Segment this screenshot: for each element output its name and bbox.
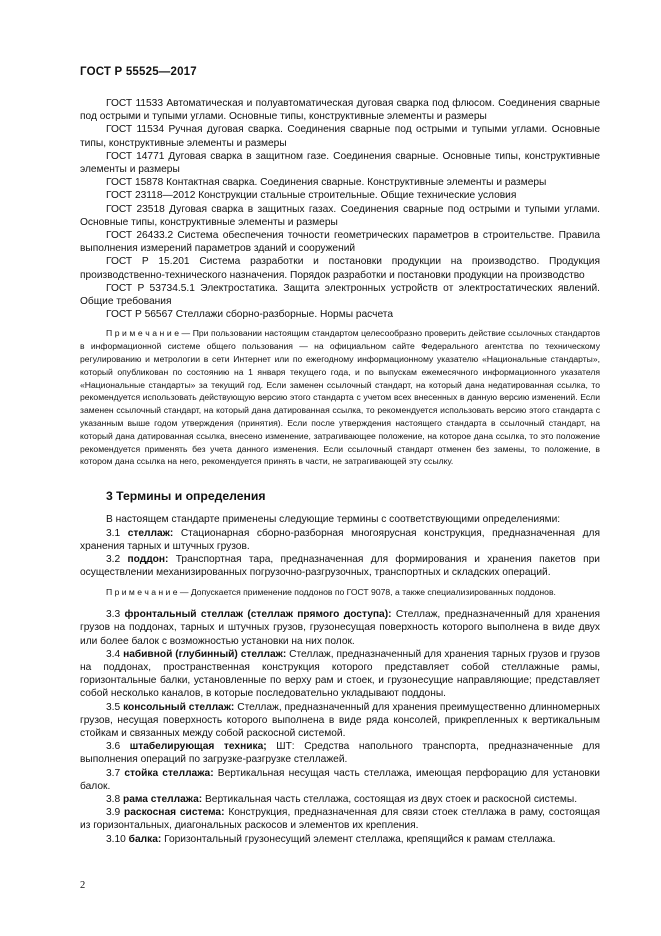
term-text: Конструкция, предназначенная для связи стоек стеллажа в раму, состоящая из горизонтальных, диагональных раскосов и элементов их крепления.	[80, 807, 600, 832]
term-number: 3.1	[106, 527, 121, 539]
term-text: Горизонтальный грузонесущий элемент стеллажа, крепящийся к рамам стеллажа.	[164, 833, 556, 845]
term-definition	[80, 701, 600, 741]
term-definition	[80, 608, 600, 648]
term-number: 3.2	[106, 554, 121, 566]
term-number: 3.8	[106, 794, 121, 806]
term-text: Стационарная сборно-разборная многоярусная конструкция, предназначенная для хранения тарных и штучных грузов.	[80, 527, 600, 552]
term-definition	[80, 648, 600, 701]
term-definition	[80, 767, 600, 793]
term-number: 3.10	[106, 833, 126, 845]
term-name: раскосная система:	[124, 807, 225, 819]
term-name: балка:	[128, 833, 162, 845]
note-label: П р и м е ч а н и е —	[106, 587, 189, 598]
term-definition	[80, 740, 600, 766]
note-pallets	[80, 586, 600, 599]
term-name: рама стеллажа:	[123, 794, 203, 806]
note-references	[80, 327, 600, 468]
term-name: стойка стеллажа:	[124, 767, 214, 779]
term-text: Стеллаж, предназначенный для хранения грузов на поддонах, тарных и штучных грузов, грузонесущая поверхность которого выполнена в виде двух или более балок с возможностью установки на них полок.	[80, 609, 600, 647]
term-definition	[80, 527, 600, 553]
term-definition	[80, 793, 600, 806]
note-label: П р и м е ч а н и е —	[106, 328, 191, 339]
ref-item: ГОСТ 23518 Дуговая сварка в защитных газах. Соединения сварные под острыми и тупыми углами. Основные типы, конструктивные элементы и размеры	[80, 203, 600, 228]
section-intro: В настоящем стандарте применены следующие термины с соответствующими определениями:	[106, 514, 561, 526]
section-title: 3 Термины и определения	[106, 489, 266, 504]
term-definition	[80, 806, 600, 832]
ref-item: ГОСТ 11534 Ручная дуговая сварка. Соединения сварные под острыми и тупыми углами. Основные типы, конструктивные элементы и размеры	[80, 124, 600, 149]
ref-item: ГОСТ 26433.2 Система обеспечения точности геометрических параметров в строительстве. Правила выполнения измерений параметров зданий и сооружений	[80, 230, 600, 255]
ref-item: ГОСТ 23118—2012 Конструкции стальные строительные. Общие технические условия	[106, 190, 517, 202]
term-text: Вертикальная несущая часть стеллажа, имеющая перфорацию для установки балок.	[80, 767, 600, 792]
term-text: Вертикальная часть стеллажа, состоящая из двух стоек и раскосной системы.	[204, 794, 578, 806]
term-definition	[80, 553, 600, 579]
term-text: Транспортная тара, предназначенная для формирования и хранения пакетов при осуществлении механизированных погрузочно-разгрузочных, транспортных и складских операций.	[80, 554, 600, 579]
term-name: консольный стеллаж:	[123, 701, 235, 713]
ref-item: ГОСТ 14771 Дуговая сварка в защитном газе. Соединения сварные. Основные типы, конструктивные элементы и размеры	[80, 150, 600, 176]
page-header-doc-id: ГОСТ Р 55525—2017	[80, 66, 197, 78]
term-number: 3.4	[106, 648, 121, 660]
term-name: стеллаж:	[127, 527, 174, 539]
term-definition	[80, 833, 600, 846]
ref-item: ГОСТ Р 56567 Стеллажи сборно-разборные. Нормы расчета	[106, 309, 394, 321]
term-text: Стеллаж, предназначенный для хранения преимущественно длинномерных грузов, несущая поверхность которого выполнена в виде ряда консолей, прикрепленных к вертикальным стойкам и связанных между собой раскосной системой.	[80, 701, 600, 740]
term-name: поддон:	[127, 554, 169, 566]
page-body	[80, 97, 600, 846]
term-text: Стеллаж, предназначенный для хранения тарных грузов и грузов на поддонах, пространственная конструкция которого представляет собой стеллажные рамы, горизонтальные балки, установленные по верху рам и стоек, и грузонесущие направляющие; представляет собой несколько каналов, в которые последовательно укладывают поддоны.	[80, 648, 600, 700]
ref-item: ГОСТ 15878 Контактная сварка. Соединения сварные. Конструктивные элементы и размеры	[106, 177, 547, 189]
term-number: 3.3	[106, 609, 121, 621]
term-name: фронтальный стеллаж (стеллаж прямого доступа):	[124, 609, 392, 621]
term-number: 3.6	[106, 741, 121, 753]
page-number: 2	[80, 880, 86, 891]
term-name: набивной (глубинный) стеллаж:	[123, 648, 287, 660]
ref-item: ГОСТ Р 53734.5.1 Электростатика. Защита электронных устройств от электростатических явлений. Общие требования	[80, 282, 600, 308]
term-number: 3.9	[106, 807, 121, 819]
note-text: При пользовании настоящим стандартом целесообразно проверить действие ссылочных стандартов в информационной системе общего пользования — на официальном сайте Федерального агентства по техническому регулированию и метрологии в сети Интернет или по ежегодному информационному указателю «Национальные стандарты», который опубликован по состоянию на 1 января текущего года, и по выпускам ежемесячного информационного указателя «Национальные стандарты» за текущий год. Если заменен ссылочный стандарт, на который дана недатированная ссылка, то рекомендуется использовать действующую версию этого стандарта с учетом всех внесенных в данную версию изменений. Если заменен ссылочный стандарт, на который дана датированная ссылка, то рекомендуется использовать версию этого стандарта с указанным выше годом утверждения (принятия). Если после утверждения настоящего стандарта в ссылочный стандарт, на который дана датированная ссылка, внесено изменение, затрагивающее положение, на которое дана ссылка, то это положение рекомендуется применять без учета данного изменения. Если ссылочный стандарт отменен без замены, то положение, в котором дана ссылка на него, рекомендуется принять в части, не затрагивающей эту ссылку.	[80, 328, 601, 467]
note-text: Допускается применение поддонов по ГОСТ 9078, а также специализированных поддонов.	[190, 587, 556, 598]
term-name: штабелирующая техника;	[129, 741, 267, 753]
ref-item: ГОСТ 11533 Автоматическая и полуавтоматическая дуговая сварка под флюсом. Соединения сварные под острыми и тупыми углами. Основные типы, конструктивные элементы и размеры	[80, 98, 600, 123]
term-text: ШТ: Средства напольного транспорта, предназначенные для выполнения операций по загрузке-разгрузке стеллажей.	[80, 741, 600, 766]
term-number: 3.7	[106, 767, 121, 779]
ref-item: ГОСТ Р 15.201 Система разработки и постановки продукции на производство. Продукция производственно-технического назначения. Порядок разработки и постановки продукции на производство	[80, 256, 600, 281]
term-number: 3.5	[106, 701, 121, 713]
